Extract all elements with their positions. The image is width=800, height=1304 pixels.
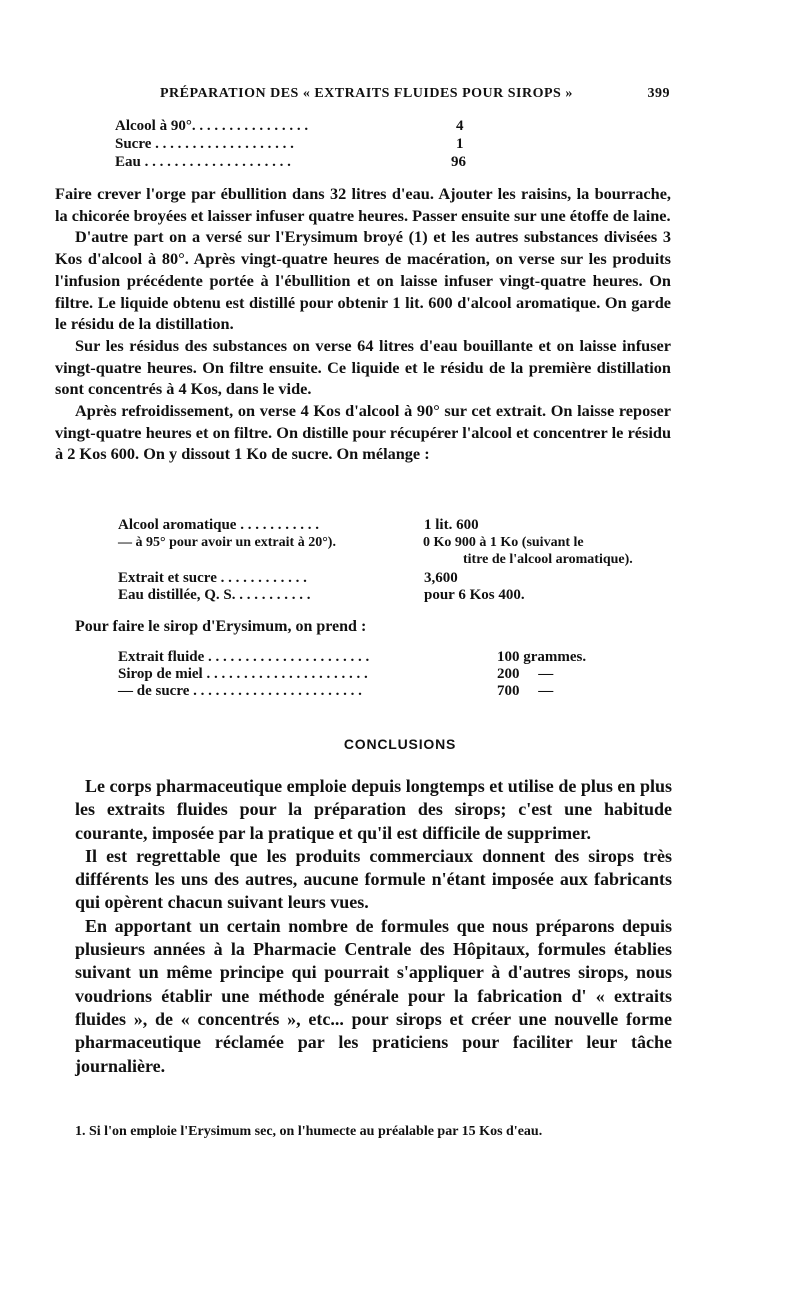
table-value: pour 6 Kos 400. [424, 587, 525, 603]
table-value: titre de l'alcool aromatique). [463, 552, 633, 567]
table-value: 1 lit. 600 [424, 517, 479, 533]
table-value: 4 [456, 118, 464, 134]
paragraph: Le corps pharmaceutique emploie depuis longtemps et utilise de plus en plus les extraits fluides pour la préparation des sirops; c'est une habitude courante, imposée par la pratique et qu'il est difficile de supprimer. [75, 776, 672, 843]
paragraph: Il est regrettable que les produits commerciaux donnent des sirops très différents les uns des autres, aucune formule n'étant imposée aux fabricants qui opèrent chacun suivant leurs vues. [75, 845, 672, 913]
table-row: Extrait et sucre . . . . . . . . . . . . [118, 570, 307, 586]
table-row: Sucre . . . . . . . . . . . . . . . . . . . [115, 136, 294, 152]
paragraph: Sur les résidus des substances on verse 64 litres d'eau bouillante et on laisse infuser vingt-quatre heures. On filtre ensuite. Ce liquide et le résidu de la première distillation sont concentrés à 4 Kos, dans le vide. [55, 335, 671, 399]
table-row: Eau . . . . . . . . . . . . . . . . . . . . [115, 154, 291, 170]
table-value: 96 [451, 154, 466, 170]
table-row: Sirop de miel . . . . . . . . . . . . . . . . . . . . . . [118, 666, 368, 682]
section-title: CONCLUSIONS [343, 736, 457, 752]
table-row: — de sucre . . . . . . . . . . . . . . . . . . . . . . . [118, 683, 362, 699]
running-header [160, 86, 670, 102]
paragraph: En apportant un certain nombre de formules que nous préparons depuis plusieurs années à la Pharmacie Centrale des Hôpitaux, formules établies suivant un même principe qui pourrait s'appliquer à d'autres sirops, nous voudrions établir une méthode générale pour la fabrication d' « extraits fluides », de « concentrés », etc... pour sirops et créer une nouvelle forme pharmaceutique réclamée par les praticiens pour faciliter leur tâche journalière. [75, 915, 672, 1076]
header-title: PRÉPARATION DES « EXTRAITS FLUIDES POUR SIROPS » [160, 86, 573, 101]
page-number: 399 [647, 86, 670, 101]
sirop-intro: Pour faire le sirop d'Erysimum, on prend : [75, 618, 367, 635]
table-row: Extrait fluide . . . . . . . . . . . . . . . . . . . . . . [118, 649, 370, 665]
footnote: 1. Si l'on emploie l'Erysimum sec, on l'humecte au préalable par 15 Kos d'eau. [75, 1124, 543, 1139]
table-value: 100 grammes. [497, 649, 587, 665]
table-value: 1 [456, 136, 464, 152]
paragraph: Faire crever l'orge par ébullition dans 32 litres d'eau. Ajouter les raisins, la bourrache, la chicorée broyées et laisser infuser quatre heures. Passer ensuite sur une étoffe de laine. [55, 184, 671, 225]
table-value: 200 — [497, 666, 554, 682]
table-row: Eau distillée, Q. S. . . . . . . . . . . [118, 587, 311, 603]
conclusions-text [75, 775, 672, 1078]
table-value: 3,600 [424, 570, 458, 586]
table-row: — à 95° pour avoir un extrait à 20°). [118, 535, 336, 550]
paragraph: Après refroidissement, on verse 4 Kos d'alcool à 90° sur cet extrait. On laisse reposer vingt-quatre heures et on filtre. On distille pour récupérer l'alcool et concentrer le résidu à 2 Kos 600. On y dissout 1 Ko de sucre. On mélange : [55, 401, 671, 464]
table-value: 700 — [497, 683, 554, 699]
table-row: Alcool à 90°. . . . . . . . . . . . . . . . [115, 118, 309, 134]
paragraph: D'autre part on a versé sur l'Erysimum broyé (1) et les autres substances divisées 3 Kos d'alcool à 80°. Après vingt-quatre heures de macération, on verse sur les produits l'infusion précédente portée à l'ébullition et on laisse infuser vingt-quatre heures. On filtre. Le liquide obtenu est distillé pour obtenir 1 lit. 600 d'alcool aromatique. On garde le résidu de la distillation. [55, 227, 671, 334]
body-text [55, 183, 671, 465]
table-value: 0 Ko 900 à 1 Ko (suivant le [423, 535, 584, 550]
table-row: Alcool aromatique . . . . . . . . . . . [118, 517, 319, 533]
